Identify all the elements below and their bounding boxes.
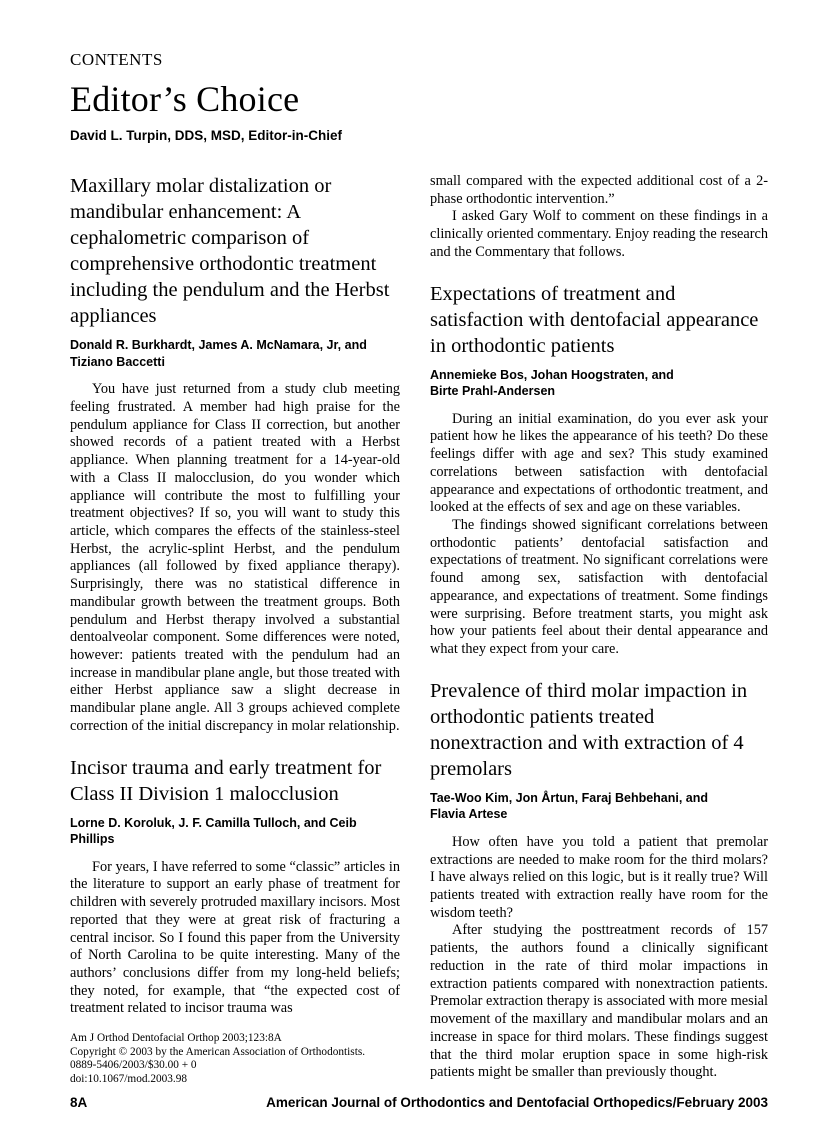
contents-kicker: CONTENTS [70, 50, 163, 69]
article-summary-kim-p1: How often have you told a patient that premolar extractions are needed to make room for the third molars? I have always relied on this logic, but is it really true? Will patients treated with extraction really have room for the wisdom teeth? [430, 833, 768, 921]
journal-citation-block [70, 1032, 400, 1086]
right-column [430, 173, 768, 1086]
article-summary-bos-p2: The findings showed significant correlations between orthodontic patients’ dentofacial satisfaction and expectations of treatment. No significant correlations were found among sex, satisfaction with dentofacial appearance, and expectations of treatment. Some findings were surprising. Before treatment starts, you might ask how your patients feel about their dental appearance and what they expect from your care. [430, 517, 768, 658]
article-authors-burkhardt [70, 337, 400, 370]
article-title-burkhardt: Maxillary molar distalization or mandibular enhancement: A cephalometric comparison of comprehensive orthodontic treatment including the pendulum and the Herbst appliances [70, 175, 390, 328]
left-column [70, 173, 400, 1086]
citation-doi: doi:10.1067/mod.2003.98 [70, 1072, 188, 1085]
commentary-paragraph: I asked Gary Wolf to comment on these findings in a clinically oriented commentary. Enjoy reading the research and the Commentary that follows. [430, 208, 768, 260]
authors-line: Donald R. Burkhardt, James A. McNamara, Jr, and [70, 338, 367, 353]
article-summary-bos-p1: During an initial examination, do you ever ask your patient how he likes the appearance of his teeth? Do these feelings differ with age and sex? This study examined correlations between satisfaction with dentofacial appearance and expectations of orthodontic treatment, and looked at the effects of sex and age on these variables. [430, 410, 768, 516]
two-column-layout [70, 173, 768, 1086]
authors-line: Tae-Woo Kim, Jon Årtun, Faraj Behbehani, and [430, 790, 709, 805]
article-summary-burkhardt: You have just returned from a study club meeting feeling frustrated. A member had high praise for the pendulum appliance for Class II correction, but another showed records of a patient treated with a Herbst appliance. When planning treatment for a 14-year-old with a Class II malocclusion, do you wonder which appliance will contribute the most to fulfilling your treatment objectives? If so, you will want to study this article, which compares the effects of the stainless-steel Herbst, the acrylic-splint Herbst, and the pendulum appliances (all followed by fixed appliance therapy). Surprisingly, there was no statistical difference in mandibular growth between the treatment groups. Both pendulum and Herbst therapy involved a substantial dentoalveolar component. Some differences were noted, however: patients treated with the pendulum had an increase in mandibular plane angle, but those treated with either Herbst appliance saw a slight decrease in mandibular plane angle. All 3 groups achieved complete correction of the initial discrepancy in molar relationship. [70, 381, 400, 734]
citation-issn-price: 0889-5406/2003/$30.00 + 0 [70, 1059, 197, 1072]
article-authors-koroluk [70, 815, 400, 848]
continuation-paragraph: small compared with the expected additional cost of a 2-phase orthodontic intervention.” [430, 173, 768, 207]
authors-line: Annemieke Bos, Johan Hoogstraten, and [430, 367, 674, 382]
authors-line: Lorne D. Koroluk, J. F. Camilla Tulloch, and Ceib Phillips [70, 815, 357, 847]
editor-byline: David L. Turpin, DDS, MSD, Editor-in-Chief [70, 128, 342, 143]
authors-line: Birte Prahl-Andersen [430, 384, 556, 399]
authors-line: Tiziano Baccetti [70, 354, 165, 369]
footer-journal-title: American Journal of Orthodontics and Dentofacial Orthopedics/February 2003 [266, 1095, 768, 1111]
footer-page-number: 8A [70, 1095, 88, 1111]
article-title-kim: Prevalence of third molar impaction in orthodontic patients treated nonextraction and with extraction of 4 premolars [430, 679, 748, 780]
page-footer [70, 1095, 768, 1110]
article-authors-kim [430, 790, 768, 823]
citation-reference: Am J Orthod Dentofacial Orthop 2003;123:8A [70, 1032, 282, 1045]
article-summary-kim-p2: After studying the posttreatment records of 157 patients, the authors found a clinically significant reduction in the rate of third molar impactions in extraction patients compared with nonextraction patients. Premolar extraction therapy is associated with more mesial movement of the maxillary and mandibular molars and an increase in space for third molars. These findings suggest that the third molar eruption space in some high-risk patients might be smaller than previously thought. [430, 922, 768, 1081]
article-summary-koroluk: For years, I have referred to some “classic” articles in the literature to support an early phase of treatment for children with severely protruded maxillary incisors. Most reported that they were at great risk of fracturing a central incisor. So I found this paper from the University of North Carolina to be quite interesting. Many of the authors’ conclusions differ from my long-held beliefs; they noted, for example, that “the expected cost of treatment related to incisor trauma was [70, 858, 400, 1017]
authors-line: Flavia Artese [430, 807, 508, 822]
citation-copyright: Copyright © 2003 by the American Association of Orthodontists. [70, 1045, 366, 1058]
article-title-bos: Expectations of treatment and satisfaction with dentofacial appearance in orthodontic patients [430, 282, 759, 357]
article-authors-bos [430, 367, 768, 400]
page-title: Editor’s Choice [70, 79, 300, 119]
article-title-koroluk: Incisor trauma and early treatment for Class II Division 1 malocclusion [70, 756, 382, 805]
